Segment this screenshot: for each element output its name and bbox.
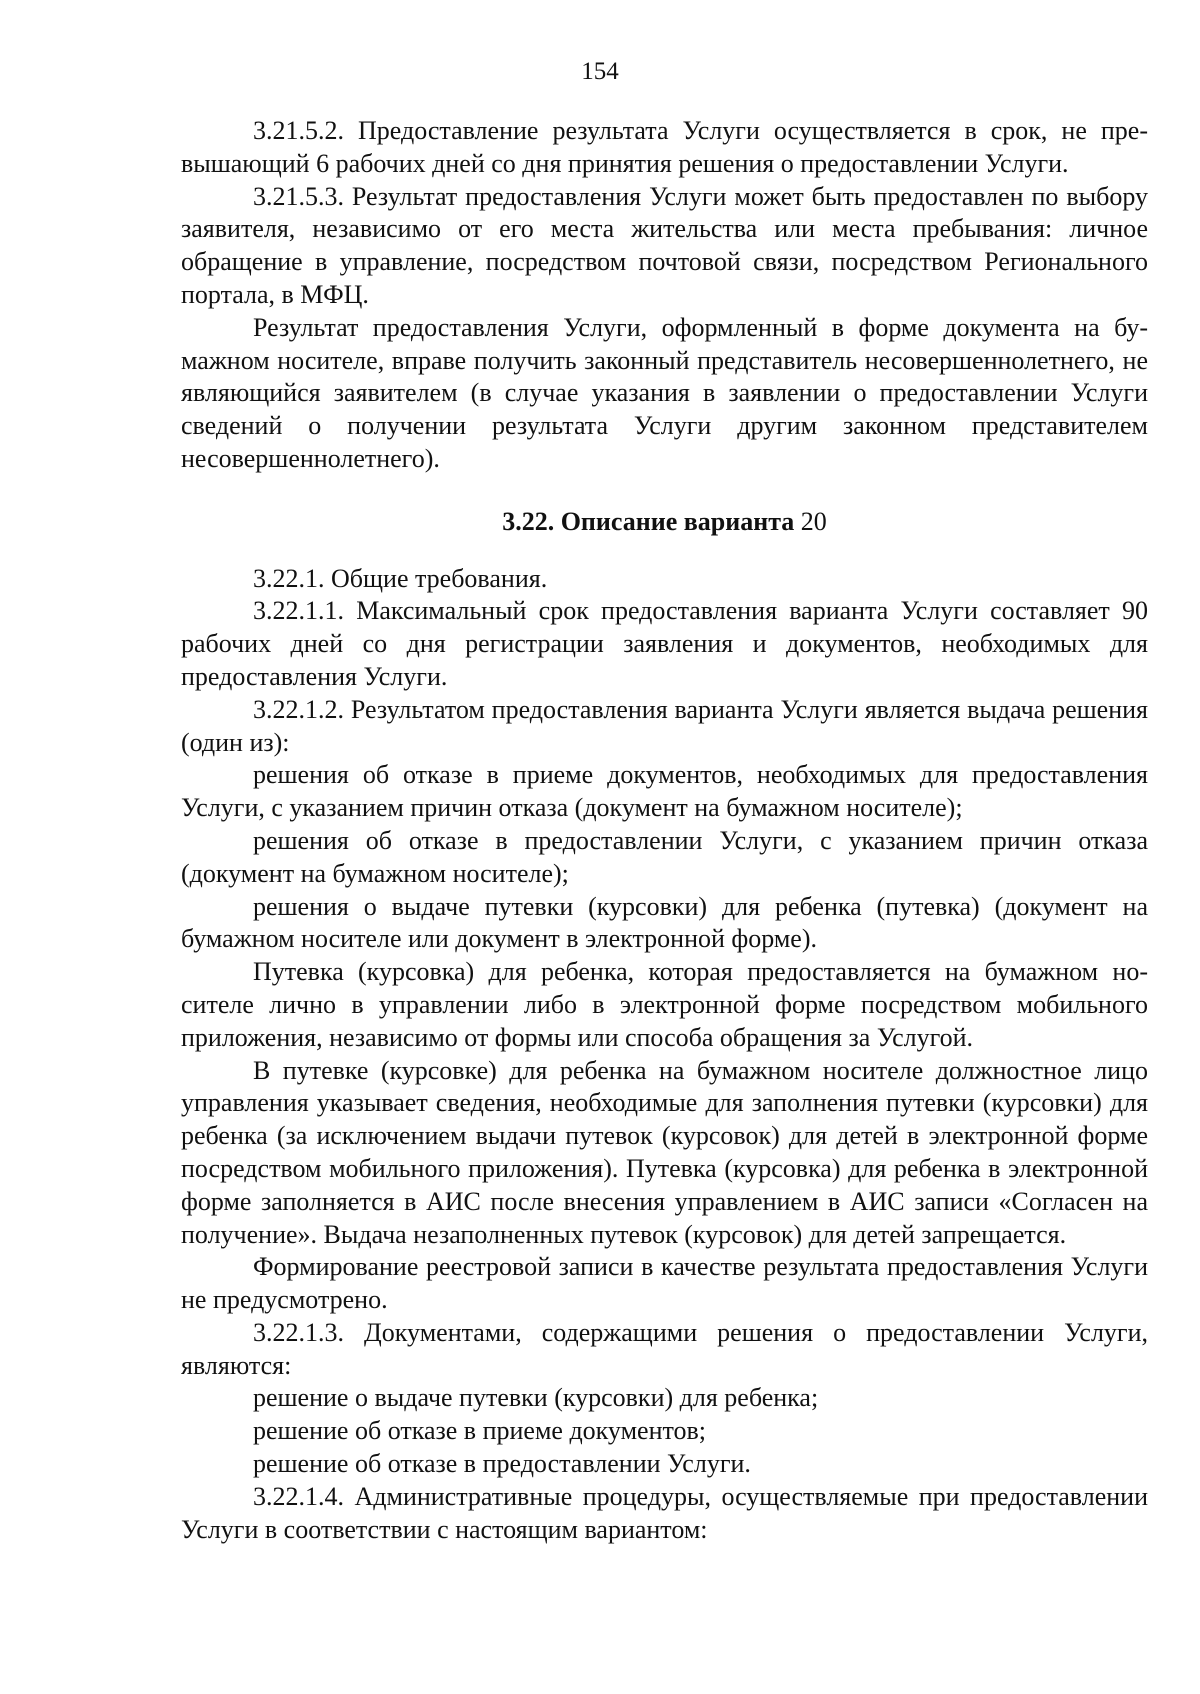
paragraph-3-22-1-3: 3.22.1.3. Документами, содержащими решения о предоставлении Услуги, являются: [181,1317,1148,1380]
section-heading-3-22 [181,506,1148,539]
list-item-refusal-acceptance: решения об отказе в приеме документов, необходимых для предоставления Услуги, с указанием причин отказа (документ на бумажном носителе); [181,760,1148,823]
paragraph-result-legal-representative: Результат предоставления Услуги, оформленный в форме документа на бумажном носителе, вправе получить законный представитель несовершеннолетнего, не являющийся заявителем (в случае указания в заявлении о предоставлении Услуги сведений о получении результата Услуги другим законном представителем несовершеннолетнего). [181,312,1148,473]
paragraph-3-22-1-2: 3.22.1.2. Результатом предоставления варианта Услуги является выдача решения (один из): [181,694,1148,757]
page-number: 154 [581,58,619,85]
list-item-refusal-service: решения об отказе в предоставлении Услуги, с указанием причин отказа (документ на бумажном носителе); [181,825,1148,888]
paragraph-3-22-1-4: 3.22.1.4. Административные процедуры, осуществляемые при предоставлении Услуги в соответствии с настоящим вариантом: [181,1481,1148,1544]
document-body [181,115,1148,1546]
list-item-decision-refusal-acceptance: решение об отказе в приеме документов; [253,1416,707,1446]
paragraph-3-22-1-1: 3.22.1.1. Максимальный срок предоставления варианта Услуги составляет 90 рабочих дней со дня регистрации заявления и документов, необходимых для предоставления Услуги. [181,596,1148,691]
paragraph-3-21-5-3: 3.21.5.3. Результат предоставления Услуги может быть предоставлен по выбору заявителя, независимо от его места жительства или места пребывания: личное обращение в управление, посредством почтовой связи, посредством Регионального портала, в МФЦ. [181,181,1148,309]
list-item-decision-refusal-service: решение об отказе в предоставлении Услуги. [253,1449,751,1479]
paragraph-3-21-5-2: 3.21.5.2. Предоставление результата Услуги осуществляется в срок, не превышающий 6 рабочих дней со дня принятия решения о предоставлении Услуги. [181,116,1148,178]
paragraph-voucher-filling: В путевке (курсовке) для ребенка на бумажном носителе должностное лицо управления указывает сведения, необходимые для заполнения путевки (курсовки) для ребенка (за исключением выдачи путевок (курсовок) для детей в электронной форме посредством мобильного приложения). Путевка (курсовка) для ребенка в электронной форме заполняется в АИС после внесения управлением в АИС записи «Согласен на получение». Выдача незаполненных путевок (курсовок) для детей запрещается. [181,1055,1148,1249]
list-item-decision-voucher: решение о выдаче путевки (курсовки) для ребенка; [253,1383,819,1413]
section-heading-title: 3.22. Описание варианта [502,506,795,536]
paragraph-voucher-delivery: Путевка (курсовка) для ребенка, которая предоставляется на бумажном носителе лично в управлении либо в электронной форме посредством мобильного приложения, независимо от формы или способа обращения за Услугой. [181,957,1148,1052]
section-heading-variant-number: 20 [800,506,827,536]
paragraph-3-22-1: 3.22.1. Общие требования. [253,563,548,593]
list-item-voucher-issue: решения о выдаче путевки (курсовки) для ребенка (путевка) (документ на бумажном носителе или документ в электронной форме). [181,891,1148,954]
paragraph-registry-record: Формирование реестровой записи в качестве результата предоставления Услуги не предусмотрено. [181,1252,1148,1315]
